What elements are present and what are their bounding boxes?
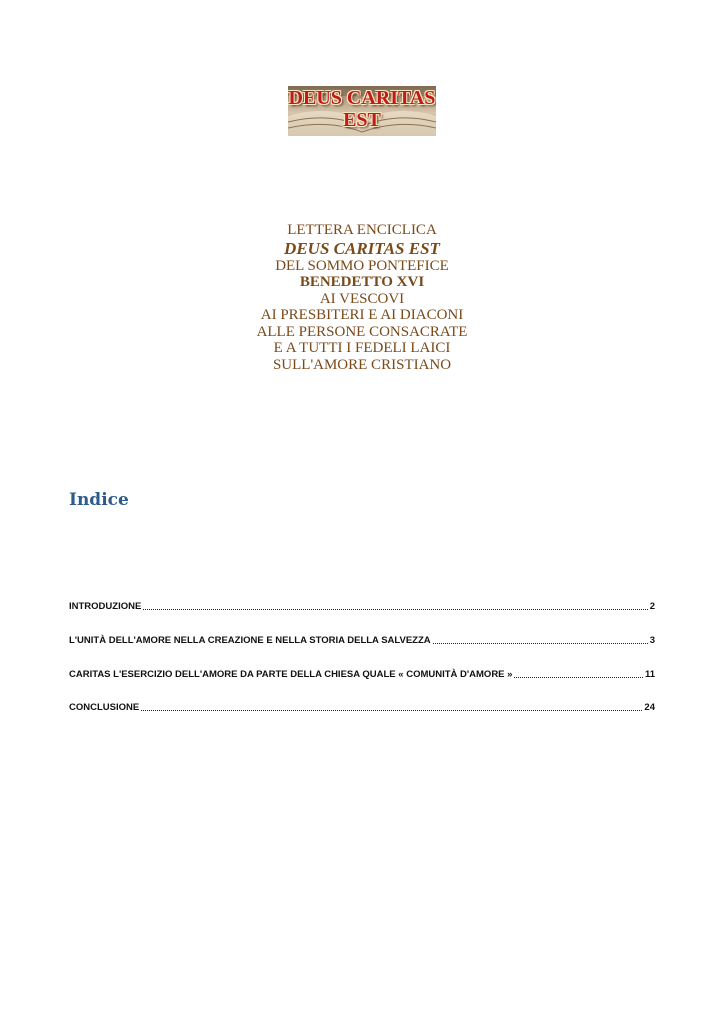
toc-leader-dots xyxy=(433,643,648,644)
addressee-bishops: AI VESCOVI xyxy=(319,290,405,307)
toc-leader-dots xyxy=(141,710,642,711)
toc-leader-dots xyxy=(514,677,643,678)
toc-entry-label: L'UNITÀ DELL'AMORE NELLA CREAZIONE E NELLA STORIA DELLA SALVEZZA xyxy=(69,635,431,646)
toc-entry-introduzione[interactable] xyxy=(69,598,655,612)
logo-line-2: EST xyxy=(343,109,381,131)
author-role: DEL SOMMO PONTEFICE xyxy=(275,257,449,274)
toc-entry-label: CARITAS L'ESERCIZIO DELL'AMORE DA PARTE DELLA CHIESA QUALE « COMUNITÀ D'AMORE » xyxy=(69,669,513,680)
addressee-priests: AI PRESBITERI E AI DIACONI xyxy=(260,307,464,323)
toc-entry-page: 24 xyxy=(644,702,655,713)
title-block xyxy=(0,222,724,373)
addressee-consecrated: ALLE PERSONE CONSACRATE xyxy=(256,323,468,340)
toc-entry-label: CONCLUSIONE xyxy=(69,702,140,713)
toc-entry-caritas[interactable] xyxy=(69,666,655,680)
toc-entry-page: 2 xyxy=(649,601,655,612)
toc-entry-unita-amore[interactable] xyxy=(69,632,655,646)
deus-caritas-logo xyxy=(288,86,436,136)
toc-entry-page: 11 xyxy=(644,669,655,680)
toc-entry-conclusione[interactable] xyxy=(69,699,655,713)
logo-line-1: DEUS CARITAS xyxy=(288,87,436,109)
author-name: BENEDETTO XVI xyxy=(299,274,425,290)
addressee-faithful: E A TUTTI I FEDELI LAICI xyxy=(273,340,451,356)
toc-leader-dots xyxy=(143,609,647,610)
encyclical-title: DEUS CARITAS EST xyxy=(284,238,440,258)
toc-entry-page: 3 xyxy=(649,635,655,646)
index-heading: Indice xyxy=(69,490,129,510)
toc-entry-label: INTRODUZIONE xyxy=(69,601,142,612)
document-type: LETTERA ENCICLICA xyxy=(287,222,437,238)
encyclical-subject: SULL'AMORE CRISTIANO xyxy=(272,356,452,373)
